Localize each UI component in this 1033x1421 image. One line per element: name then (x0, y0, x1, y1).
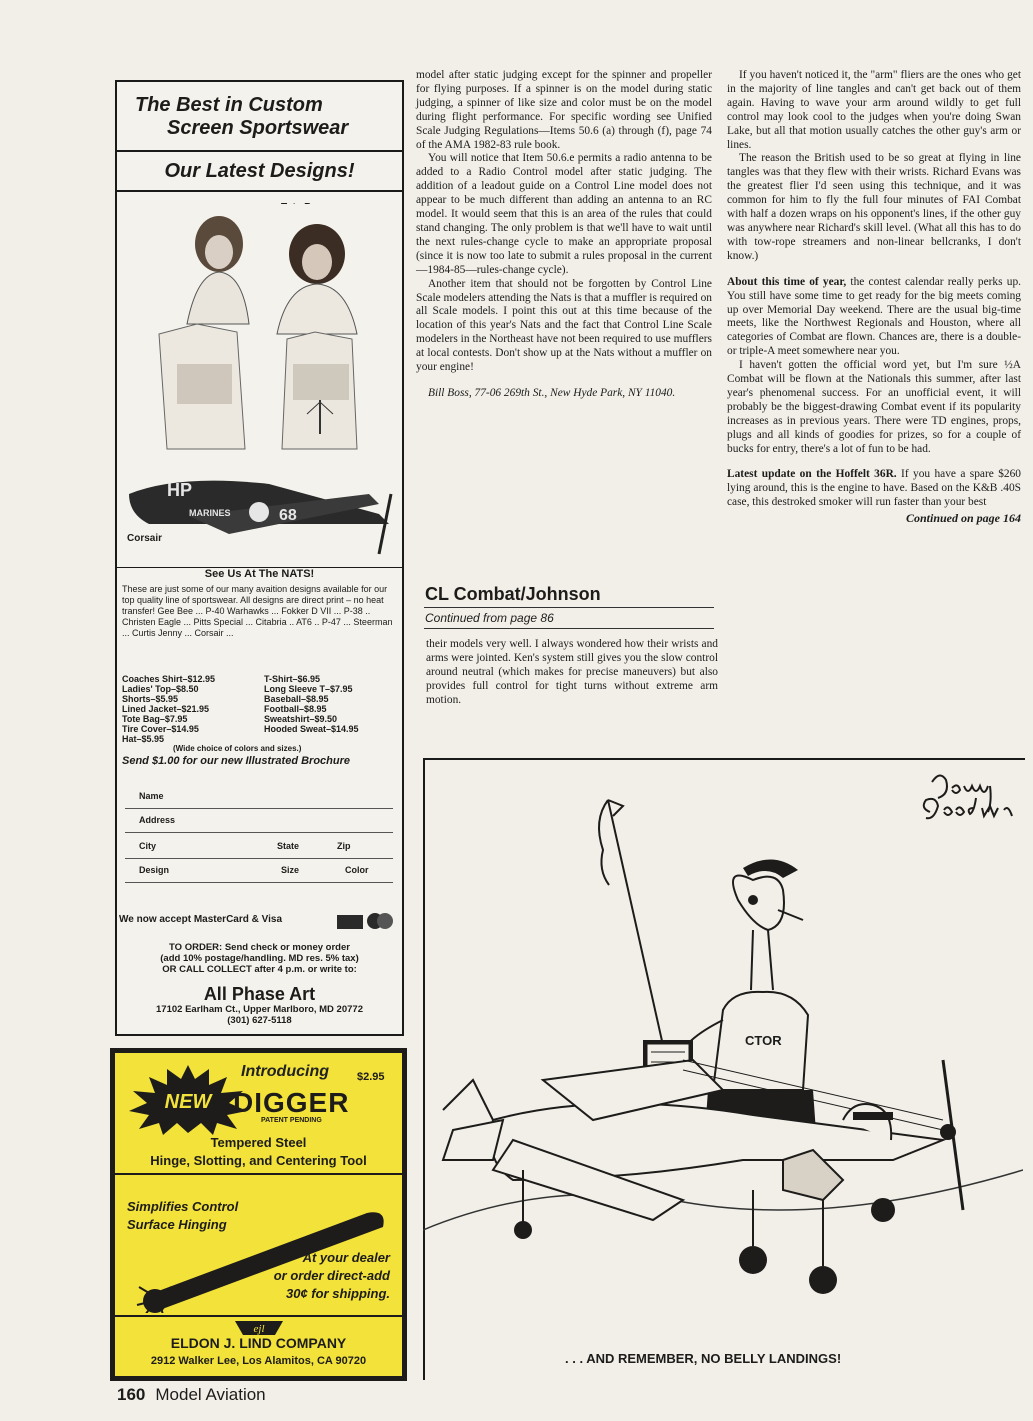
paragraph: I haven't gotten the official word yet, but I'm sure ½A Combat will be flown at the Nationals this summer, after last year's phenomenal success. For an unofficial event, it will probably be the biggest-drawing Combat event if its popularity increases as in previous years. There were TD engines, props, plugs and all kinds of goodies for prizes, so for a couple of bucks for entry, there's a lot of fun to be had. (727, 359, 1021, 455)
svg-text:MARINES: MARINES (189, 508, 231, 518)
price-item: Coaches Shirt–$12.95 (122, 674, 216, 684)
article-column-2-continued (426, 638, 718, 708)
brochure-offer: Send $1.00 for our new Illustrated Brochure (122, 755, 350, 767)
order-line: TO ORDER: Send check or money order (169, 942, 350, 953)
price-item: Ladies' Top–$8.50 (122, 684, 199, 694)
price-item: Sweatshirt–$9.50 (264, 714, 338, 724)
simplifies-line: Surface Hinging (127, 1217, 227, 1232)
price-item: Tote Bag–$7.95 (122, 714, 188, 724)
paragraph: If you haven't noticed it, the "arm" fliers are the ones who get in the majority of line tangles and can't get back out of them again. Having to wave your arm around wildly to get full control may look cool to the judges when you're doing Swan Lake, but all that motion usually catches the other guy's arm or lines. (727, 69, 1021, 151)
cartoon-caption: . . . AND REMEMBER, NO BELLY LANDINGS! (565, 1351, 842, 1366)
magazine-title: Model Aviation (155, 1385, 266, 1404)
zip-label: Zip (337, 841, 351, 851)
svg-text:68: 68 (279, 507, 297, 524)
lead-in: Latest update on the Hoffelt 36R. (727, 468, 897, 481)
design-label: Design (139, 865, 170, 875)
price-item: Hooded Sweat–$14.95 (264, 724, 359, 734)
company-name: All Phase Art (203, 984, 316, 1004)
phone-number: (301) 627-5118 (227, 1015, 292, 1026)
state-label: State (277, 841, 300, 851)
city-label: City (139, 841, 157, 851)
digger-ad-body (115, 1053, 402, 1376)
divider (424, 628, 714, 629)
eldon-lind-logo-icon (235, 1317, 283, 1337)
design-size-color-field[interactable] (125, 858, 393, 883)
dealer-line: 30¢ for shipping. (285, 1286, 390, 1301)
price-list-left (122, 674, 262, 744)
product-price: $2.95 (357, 1071, 385, 1083)
paragraph-text: the contest calendar really perks up. You still have some time to get ready for the big meets coming up over Memorial Day weekend. There are the usual big-time meets, like the Northwest Regionals and Houston, where all categories of Combat are flown. Chances are, there is a double- or triple-A meet somewhere near you. (727, 275, 1021, 358)
paragraph: model after static judging except for the spinner and propeller for flying purposes. If a spinner is on the model during static judging, a spinner of like size and color must be on the model during flight performance. For specific wording see Unified Scale Judging Regulations—Items 50.6 (a) through (f), page 74 of the AMA 1982-83 rule book. (416, 69, 712, 151)
patent-pending: PATENT PENDING (261, 1117, 322, 1124)
address-field[interactable] (125, 808, 393, 833)
nats-heading: See Us At The NATS! (117, 568, 402, 580)
dealer-line: At your dealer (302, 1250, 390, 1265)
simplifies-text (127, 1198, 238, 1234)
mastercard-visa-note: We now accept MasterCard & Visa (119, 914, 283, 925)
article-column-2 (416, 69, 712, 401)
paragraph: The reason the British used to be so great at flying in line tangles was that they flew with their wrists. Richard Evans was the greatest flier I'd seen using this technique, and it was common for him to fly the full four minutes of FAI Combat with half a dozen wraps on his opponent's lines, if the other guy was anywhere near Richard's skill level. (What all this has to do with tow-rope streamers and non-linear bellcranks, I don't know.) (727, 152, 1021, 262)
paragraph-text: If you have a spare $260 lying around, this is the engine to have. Based on the K&B .40S case, this destroked smoker will run faster than your best (727, 468, 1021, 509)
price-item: Lined Jacket–$21.95 (122, 704, 210, 714)
lead-in: About this time of year, (727, 275, 847, 288)
paragraph (727, 276, 1021, 359)
wide-choice-note: (Wide choice of colors and sizes.) (173, 744, 302, 753)
credit-card-logos (335, 912, 395, 930)
order-line: (add 10% postage/handling. MD res. 5% tax) (160, 953, 359, 964)
simplifies-line: Simplifies Control (127, 1199, 239, 1214)
paragraph: their models very well. I always wondered how their wrists and arms were jointed. Ken's system still gives you the slow control around neutral (which makes for precise maneuvers) but also provides full control for tight turns without extreme arm motion. (426, 638, 718, 706)
section-title: CL Combat/Johnson (425, 584, 601, 604)
continued-note: Continued on page 164 (905, 511, 1021, 526)
cartoon-illustration (423, 760, 1023, 1350)
section-subtitle: Continued from page 86 (425, 611, 554, 625)
order-form (125, 784, 393, 900)
name-label: Name (139, 791, 164, 801)
designs-description: These are just some of our many avaition designs available for our top quality line of sportswear. All designs are direct print – no heat transfer! Gee Bee ... P-40 Warhawks ... Fokker D VII ... P-38 .. Christen Eagle ... Pitts Special ... Citabria .. AT6 .. P-47 ... Steerman ... Curtis Jenny ... Corsair ... (122, 584, 393, 638)
digger-ad (110, 1048, 407, 1381)
page-folio (117, 1385, 266, 1405)
city-state-zip-field[interactable] (125, 834, 393, 859)
company-address (117, 1004, 402, 1026)
price-item: Hat–$5.95 (122, 734, 165, 744)
introducing-text: Introducing (241, 1063, 329, 1080)
shirt-text: CTOR (745, 1033, 782, 1048)
article-column-3 (727, 69, 1021, 526)
name-field[interactable] (125, 784, 393, 809)
ad-header (117, 82, 402, 152)
address-line: 17102 Earlham Ct., Upper Marlboro, MD 20772 (156, 1004, 363, 1015)
paragraph: Another item that should not be forgotten by Control Line Scale modelers attending the Nats is that a muffler is required on all Scale models. I point this out at this time because of the location of this year's Nats and the fact that Control Line Scale modelers in the Northeast have not been required to use mufflers at local contests. Don't show up at the Nats without a muffler on your engine! (416, 277, 712, 374)
price-item: T-Shirt–$6.95 (264, 674, 321, 684)
size-label: Size (281, 865, 300, 875)
svg-text:HP: HP (167, 480, 193, 500)
tool-description: Hinge, Slotting, and Centering Tool (150, 1153, 367, 1168)
author-signature: Bill Boss, 77-06 269th St., New Hyde Park, NY 11040. (428, 386, 676, 399)
price-item: Long Sleeve T–$7.95 (264, 684, 353, 694)
company-name: ELDON J. LIND COMPANY (170, 1335, 347, 1351)
divider (115, 1173, 402, 1175)
dealer-line: or order direct-add (273, 1268, 390, 1283)
logo-text: ejl (253, 1323, 265, 1335)
price-item: Football–$8.95 (264, 704, 327, 714)
paragraph: You will notice that Item 50.6.e permits a radio antenna to be added to a Radio Control model after static judging. The addition of a leadout guide on a Control Line model does not appear to be much different than adding an antenna to an RC model. It would seem that this is an area of the rules that could stand changing. The only problem is that we'll have to wait until the next rules-change cycle to make an appropriate proposal (since it is now too late to submit a rules proposal in the current—1984-85—rules-change cycle). (416, 152, 712, 276)
address-label: Address (139, 815, 176, 825)
divider (424, 607, 714, 608)
all-phase-art-ad (115, 80, 404, 1036)
new-label: NEW (164, 1091, 212, 1113)
ad-headline-1: The Best in Custom (135, 94, 323, 116)
price-item: Shorts–$5.95 (122, 694, 179, 704)
ordering-instructions (117, 942, 402, 975)
models-photo (137, 204, 387, 454)
order-line: OR CALL COLLECT after 4 p.m. or write to: (162, 964, 357, 975)
dealer-text (274, 1249, 390, 1303)
latest-designs-heading: Our Latest Designs! (117, 152, 402, 192)
company-address: 2912 Walker Lee, Los Alamitos, CA 90720 (150, 1355, 367, 1367)
price-item: Tire Cover–$14.95 (122, 724, 199, 734)
page-number: 160 (117, 1385, 146, 1404)
product-name: DIGGER (233, 1087, 350, 1118)
ad-headline-2: Screen Sportswear (167, 117, 349, 139)
price-item: Baseball–$8.95 (264, 694, 329, 704)
tempered-steel: Tempered Steel (210, 1135, 307, 1150)
price-list-right (264, 674, 399, 734)
corsair-illustration (119, 454, 400, 564)
color-label: Color (345, 865, 369, 875)
corsair-label: Corsair (127, 533, 163, 544)
paragraph (727, 468, 1021, 510)
